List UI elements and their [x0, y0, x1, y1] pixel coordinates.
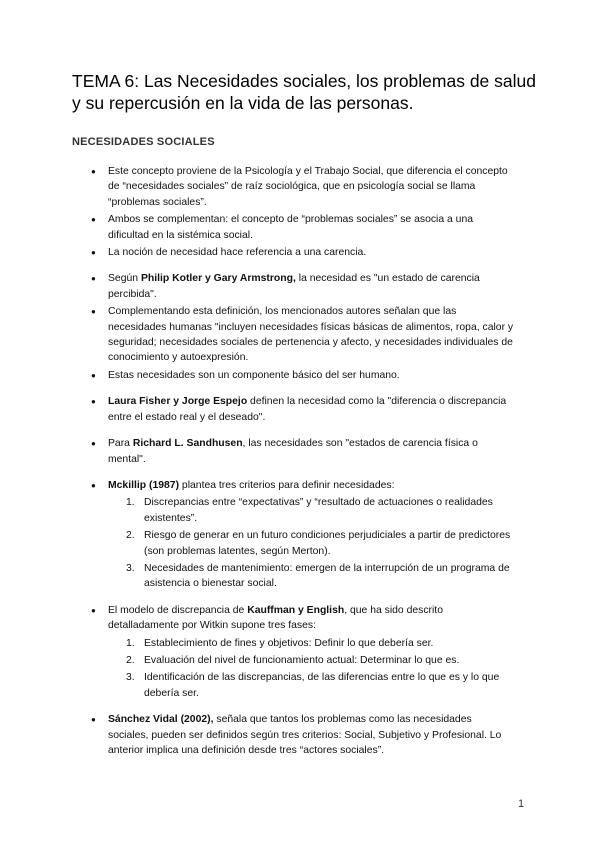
bullet-text: , las necesidades son "estados de carencia física o mental".: [108, 438, 478, 465]
bullet-item: [108, 436, 514, 467]
numbered-list-item: Discrepancias entre “expectativas” y “resultado de actuaciones o realidades existentes”.: [144, 497, 493, 524]
bullet-item: [108, 304, 514, 366]
author-name: Sánchez Vidal (2002),: [108, 714, 214, 726]
bullet-text: Según: [108, 273, 141, 285]
bullet-item: [108, 478, 514, 493]
bullet-item: [108, 164, 514, 210]
section-heading: NECESIDADES SOCIALES: [72, 136, 215, 148]
bullet-text: Para: [108, 438, 133, 450]
author-name: Philip Kotler y Gary Armstrong,: [140, 273, 296, 285]
bullet-text: La noción de necesidad hace referencia a una carencia.: [108, 247, 367, 259]
numbered-list-item: Necesidades de mantenimiento: emergen de la interrupción de un programa de asistencia o bienestar social.: [144, 562, 510, 590]
bullet-text: , que ha sido descrito detalladamente por Witkin supone tres fases:: [108, 604, 443, 632]
numbered-list-item: Establecimiento de fines y objetivos: Definir lo que debería ser.: [144, 637, 434, 649]
page-number: 1: [518, 798, 525, 810]
author-name: Laura Fisher y Jorge Espejo: [108, 396, 248, 408]
bullet-item: [108, 212, 514, 243]
bullet-text: El modelo de discrepancia de: [108, 604, 248, 616]
bullet-item: [108, 271, 514, 302]
bullet-text: Complementando esta definición, los mencionados autores señalan que las necesidades humanas "incluyen necesidades físicas básicas de alimentos, ropa, calor y seguridad; necesidades sociales de pertenencia y afecto, y necesidades individuales de conocimiento y autoexpresión.: [108, 306, 514, 364]
numbered-list-item: Identificación de las discrepancias, de las diferencias entre lo que es y lo que debería ser.: [144, 672, 500, 699]
document-body: [108, 164, 514, 760]
bullet-item: [108, 394, 514, 425]
numbered-list: [126, 636, 514, 702]
bullet-text: Ambos se complementan: el concepto de “problemas sociales” se asocia a una dificultad en la sistémica social.: [108, 214, 474, 241]
bullet-item: [108, 368, 514, 383]
numbered-list-item: Riesgo de generar en un futuro condiciones perjudiciales a partir de predictores (son problemas latentes, según Merton).: [144, 530, 511, 557]
bullet-text: definen la necesidad como la "diferencia o discrepancia entre el estado real y el deseado".: [108, 396, 507, 423]
author-name: Mckillip (1987): [108, 479, 180, 491]
page-title: TEMA 6: Las Necesidades sociales, los problemas de salud y su repercusión en la vida de las personas.: [72, 71, 536, 113]
bullet-text: señala que tantos los problemas como las necesidades sociales, pueden ser definidos según tres criterios: Social, Subjetivo y Profesional. Lo anterior implica una definición desde tres “actores sociales”.: [108, 714, 502, 756]
author-name: Richard L. Sandhusen: [132, 438, 243, 450]
bullet-item: [108, 712, 514, 758]
numbered-list: [126, 495, 514, 591]
bullet-item: [108, 603, 514, 634]
numbered-list-item: Evaluación del nivel de funcionamiento actual: Determinar lo que es.: [144, 654, 460, 666]
author-name: Kauffman y English: [247, 604, 345, 616]
bullet-text: plantea tres criterios para definir necesidades:: [179, 479, 395, 491]
bullet-text: la necesidad es "un estado de carencia percibida".: [108, 273, 480, 300]
bullet-item: [108, 245, 514, 260]
bullet-text: Estas necesidades son un componente básico del ser humano.: [108, 369, 400, 381]
bullet-text: Este concepto proviene de la Psicología y el Trabajo Social, que diferencia el concepto de “necesidades sociales” de raíz sociológica, que en psicología social se llama “problemas sociales”.: [108, 166, 508, 208]
